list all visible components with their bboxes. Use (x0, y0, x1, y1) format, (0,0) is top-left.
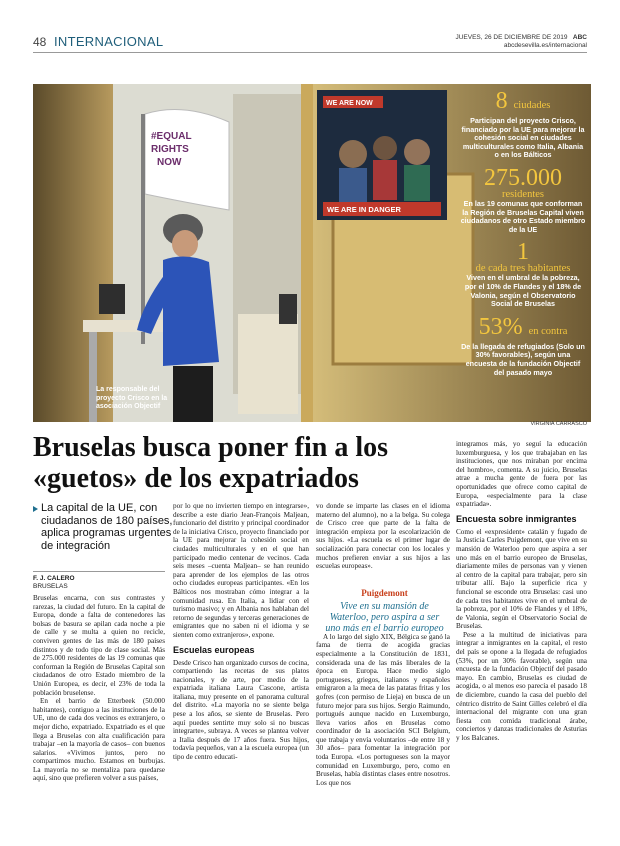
column-1 (33, 594, 165, 783)
author: F. J. CALERO (33, 575, 75, 582)
page-number: 48 (33, 35, 47, 49)
banner-line-2: RIGHTS (151, 144, 189, 155)
website[interactable]: abcdesevilla.es/internacional (503, 42, 587, 49)
paragraph: por lo que no invierten tiempo en integrarse», describe a este diario Jean-François Maljean, funcionario del distrito y principal coordinador de la iniciativa Crisco, proyecto financiado por la UE para mejorar la cohesión social en ciudades multiculturales y en el que han participado medio centenar de vecinos. Cada seis meses –cuenta Maljean– se han reunido para aprender de los ejemplos de las otros ocho ciudades europeas participantes. «En los Bálticos nos mostraban cómo integrar a la comunidad rusa. En Italia, a lidiar con el turismo masivo; y en Albania nos hablaban del retorno de segundas y terceras generaciones de emigrantes que no saben ni el idioma y se sienten como extranjeros», expone. (173, 502, 309, 639)
paragraph: Bruselas encarna, con sus contrastes y rarezas, la ciudad del futuro. En la capital de Europa, donde a falta de contenedores las bolsas de basura se apilan cada noche a pie de calle y se multa a quien no recicle, conviven gentes de las más de 180 países distintos y de todo tipo de clase social. Más de 275.000 residentes de las 19 comunas que conforman la Región de Bruselas Capital son ciudadanos de otro Estado miembro de la Unión Europea, es decir, el 23% de toda la población bruselense. (33, 594, 165, 697)
banner-line-3: NOW (157, 157, 182, 168)
paragraph: En el barrio de Etterbeek (50.000 habitantes), contiguo a las instituciones de la UE, uno de cada dos vecinos es extranjero, o mejor dicho, expatriado. Expatriado es el que llega a Bruselas con alta cualificación para trabajar –en la mayoría de casos– con buenos salarios. «Vivimos juntos, pero no compartimos mucho. Estamos en burbujas. La mayoría no se mentaliza para quedarse aquí, sino que prefieren volver a sus países, (33, 697, 165, 783)
location: BRUSELAS (33, 583, 68, 590)
paragraph: A lo largo del siglo XIX, Bélgica se ganó la fama de tierra de acogida gracias especialmente a la Constitución de 1831, considerada una de las más liberales de la época en Europa. Hace medio siglo portugueses, griegos, italianos y españoles emigraron a la meca de las patatas fritas y los gofres (con permiso de Lieja) en busca de un futuro mejor para sus hijos. Sergio Raimundo, portugués aunque nacido en Luxemburgo, lleva varios años en Bruselas como coordinador de la asociación SCI Belgium, que trabaja y envía voluntarios –de entre 18 y 30 años– para fomentar la integración por toda Europa. «Los portugueses son la mayor comunidad en Luxemburgo, pero, como en Bruselas, había distintas clases entre nosotros. Los que nos (316, 632, 450, 787)
stat-desc: En las 19 comunas que conforman la Región de Bruselas Capital viven ciudadanos de otro Estado miembro de la UE (460, 198, 586, 234)
paragraph: vo donde se imparte las clases en el idioma materno del alumno), no a la belga. Su colega de Crisco cree que parte de la falta de integración empieza por la escolarización de sus hijos. «La escuela es el primer lugar de socialización para conectar con los locales y muchos prefieren enviar a sus hijos a las escuelas europeas». (316, 502, 450, 571)
poster-bottom-text: WE ARE IN DANGER (327, 205, 401, 214)
column-2 (173, 502, 309, 762)
stat-desc: Viven en el umbral de la pobreza, por el 10% de Flandes y el 18% de Valonia, según el Observatorio Social de Bruselas (464, 273, 582, 309)
stat-value: 8 ciudades (495, 88, 551, 114)
column-4 (456, 440, 587, 743)
pull-quote-text: Vive en su mansión de Waterloo, pero aspira a ser uno más en el barrio europeo (325, 601, 444, 634)
photo-credit: VIRGINIA CARRASCO (530, 421, 587, 427)
subheading: Escuelas europeas (173, 644, 255, 655)
stat-item (460, 241, 586, 308)
subheading: Encuesta sobre inmigrantes (456, 513, 577, 524)
paragraph: Como el «expresident» catalán y fugado de la Justicia Carles Puigdemont, que vive en su mansión de Waterloo pero que aspira a ser uno más en el barrio europeo de Bruselas, diariamente miles de personas van y vienen al centro de la capital para trabajar, pero sin tributar allí. Bajo la superficie rica y funcional se esconde otra Bruselas: casi uno de cada tres habitantes vive en el umbral de la pobreza, por el 10% de Flandes y el 18%, de Valonia, según el Observatorio Social de Bruselas. (456, 527, 587, 631)
poster-top-text: WE ARE NOW (326, 100, 373, 107)
stat-unit: de cada tres habitantes (475, 263, 571, 275)
stat-desc: Participan del proyecto Crisco, financiado por la UE para mejorar la cohesión social en ciudades multiculturales como Italia, Albania o en los Bálticos (461, 116, 585, 160)
stat-value: 1 (517, 239, 529, 266)
paragraph: integramos más, yo seguí la educación luxemburguesa, y los que trabajaban en las instituciones, que nos miraban por encima del hombro», comenta. A su juicio, Bruselas atrae a mucha gente de fuera por las oportunidades que ofrece como capital de Europa, «especialmente para la clase expatriada». (456, 440, 587, 509)
paragraph: Pese a la multitud de iniciativas para integrar a inmigrantes en la capital, el resto del país se opone a la llegada de refugiados (53%, por un 30% favorable), según una encuesta de la fundación Objectif del pasado mayo. En cambio, Bruselas es ciudad de acogida, o al menos eso parecía el pasado 18 de diciembre, cuando la casa del pueblo del céntrico distrito de Saint Gilles celebró el día internacional del migrante con una gran fiesta con comida tradicional árabe, conciertos y danzas tradicionales de Asturias y los Balcanes. (456, 630, 587, 742)
stat-item (460, 90, 586, 160)
pull-quote-name: Puigdemont (361, 588, 408, 598)
header-rule (33, 52, 587, 53)
photo-caption: La responsable del proyecto Crisco en la asociación Objectif (96, 386, 168, 410)
brand: ABC (572, 34, 587, 41)
banner-line-1: #EQUAL (151, 131, 192, 142)
dateline (455, 34, 587, 50)
stat-unit: residentes (502, 188, 544, 200)
pull-quote (323, 588, 446, 634)
date: JUEVES, 26 DE DICIEMBRE DE 2019 (455, 34, 568, 41)
headline: Bruselas busca poner fin a los «guetos» de los expatriados (33, 432, 388, 494)
column-3 (316, 502, 450, 787)
paragraph: Desde Crisco han organizado cursos de cocina, compartiendo las recetas de sus platos nacionales, y de arte, por medio de la expatriada italiana Laura Cascone, artista italiana, muy presente en el panorama cultural del distrito. «La mayoría no se siente belga pese a los años, se siente de Bruselas. Pero aquí puedes sentirte muy solo si no buscas integrarte», subraya. A veces se plantea volver a Italia después de 17 años fuera. Sus hijos, todavía pequeños, van a la escuela europea (un tipo de centro educati- (173, 658, 309, 762)
stat-item (460, 164, 586, 234)
stat-value: 275.000 (484, 164, 562, 191)
stat-desc: De la llegada de refugiados (Solo un 30% favorables), según una encuesta de la fundación Objectif del pasado mayo (461, 341, 585, 377)
stat-value: 53% en contra (478, 313, 568, 340)
stats-panel (460, 90, 586, 384)
byline (33, 571, 165, 591)
deck: La capital de la UE, con ciudadanos de 180 países, aplica programas urgentes de integración (33, 502, 173, 552)
stat-item (460, 313, 586, 377)
section-title: INTERNACIONAL (54, 34, 164, 49)
